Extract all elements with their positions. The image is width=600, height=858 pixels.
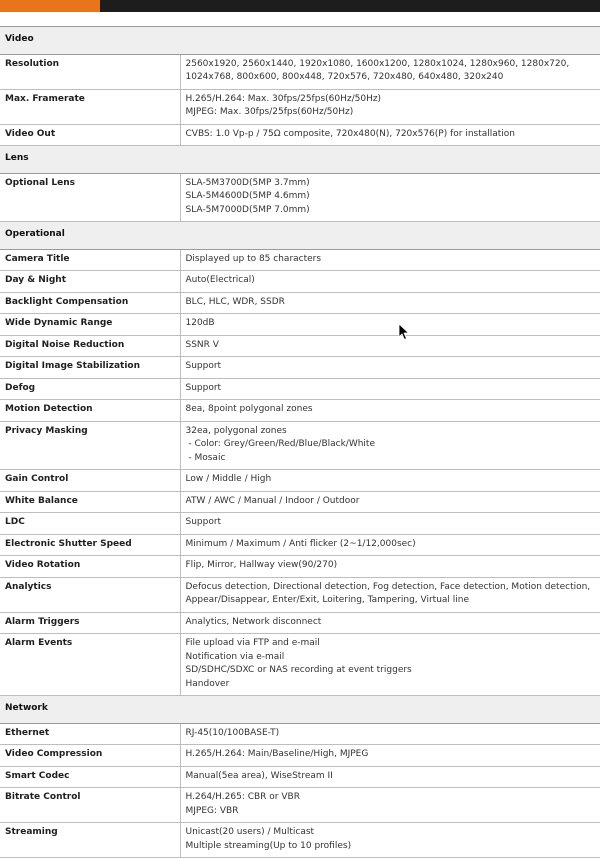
spec-value-line: 1024x768, 800x600, 800x448, 720x576, 720x480, 640x480, 320x240 <box>185 72 504 82</box>
spec-row <box>0 491 600 513</box>
spec-table <box>0 26 600 858</box>
spec-row <box>0 335 600 357</box>
spec-row <box>0 612 600 634</box>
orange-accent-bar <box>0 0 100 12</box>
spec-value <box>180 271 600 293</box>
spec-label: Camera Title <box>0 249 180 271</box>
spec-value <box>180 634 600 696</box>
spec-value-line: Support <box>185 382 222 393</box>
spec-value <box>180 378 600 400</box>
spec-value-line: File upload via FTP and e-mail <box>185 638 320 648</box>
spec-value <box>180 314 600 336</box>
spec-value <box>180 745 600 767</box>
section-title: Lens <box>0 146 600 174</box>
spec-row <box>0 577 600 612</box>
section-title: Network <box>0 696 600 724</box>
spec-value-line: Notification via e-mail <box>185 651 285 662</box>
spec-row <box>0 823 600 858</box>
spec-row <box>0 271 600 293</box>
spec-row <box>0 400 600 422</box>
spec-value-line: Flip, Mirror, Hallway view(90/270) <box>185 560 338 570</box>
spec-label: LDC <box>0 513 180 535</box>
spec-label: Ethernet <box>0 723 180 745</box>
spec-value-line: MJPEG: Max. 30fps/25fps(60Hz/50Hz) <box>185 107 354 117</box>
spec-value <box>180 124 600 146</box>
spec-label: Motion Detection <box>0 400 180 422</box>
spec-value <box>180 534 600 556</box>
spec-row <box>0 766 600 788</box>
spec-value-line: Handover <box>185 678 230 689</box>
spec-value-line: 8ea, 8point polygonal zones <box>185 404 313 414</box>
spec-label: Bitrate Control <box>0 788 180 823</box>
spec-value-line: CVBS: 1.0 Vp-p / 75Ω composite, 720x480(N), 720x576(P) for installation <box>185 128 516 139</box>
spec-value <box>180 513 600 535</box>
spec-value-line: H.265/H.264: Main/Baseline/High, MJPEG <box>185 749 369 759</box>
spec-value-line: H.265/H.264: Max. 30fps/25fps(60Hz/50Hz) <box>185 93 382 104</box>
spec-value-line: SD/SDHC/SDXC or NAS recording at event triggers <box>185 665 412 675</box>
spec-value <box>180 577 600 612</box>
spec-value <box>180 556 600 578</box>
spec-label: Defog <box>0 378 180 400</box>
spec-value-line: - Color: Grey/Green/Red/Blue/Black/White <box>185 439 375 449</box>
spec-value-line: Defocus detection, Directional detection, Fog detection, Face detection, Motion detection, <box>185 581 591 592</box>
spec-value <box>180 723 600 745</box>
spec-value-line: Low / Middle / High <box>185 474 272 484</box>
top-gap <box>0 12 600 26</box>
spec-value-line: 32ea, polygonal zones <box>185 425 287 436</box>
spec-label: Optional Lens <box>0 173 180 222</box>
spec-label: Digital Image Stabilization <box>0 357 180 379</box>
spec-label: Wide Dynamic Range <box>0 314 180 336</box>
spec-value-line: SSNR V <box>185 339 219 350</box>
spec-value-line: H.264/H.265: CBR or VBR <box>185 792 300 802</box>
spec-row <box>0 788 600 823</box>
spec-value <box>180 400 600 422</box>
spec-label: Resolution <box>0 54 180 89</box>
spec-label: Video Compression <box>0 745 180 767</box>
spec-label: Streaming <box>0 823 180 858</box>
spec-value <box>180 612 600 634</box>
section-header-row <box>0 27 600 55</box>
spec-row <box>0 292 600 314</box>
spec-row <box>0 723 600 745</box>
spec-row <box>0 745 600 767</box>
top-banner <box>0 0 600 12</box>
spec-value-line: - Mosaic <box>185 452 226 463</box>
spec-value-line: Support <box>185 361 222 371</box>
spec-row <box>0 534 600 556</box>
section-title: Operational <box>0 222 600 250</box>
spec-label: Gain Control <box>0 470 180 492</box>
spec-value-line: Auto(Electrical) <box>185 275 255 285</box>
spec-value-line: ATW / AWC / Manual / Indoor / Outdoor <box>185 495 360 506</box>
spec-label: Day & Night <box>0 271 180 293</box>
spec-value-line: Multiple streaming(Up to 10 profiles) <box>185 840 352 851</box>
spec-value-line: Appear/Disappear, Enter/Exit, Loitering, Tampering, Virtual line <box>185 595 470 605</box>
spec-value-line: Unicast(20 users) / Multicast <box>185 827 315 837</box>
spec-row <box>0 470 600 492</box>
spec-value <box>180 823 600 858</box>
spec-row <box>0 314 600 336</box>
spec-label: Video Out <box>0 124 180 146</box>
spec-row <box>0 249 600 271</box>
spec-row <box>0 89 600 124</box>
spec-row <box>0 378 600 400</box>
mouse-pointer-icon <box>398 323 410 341</box>
spec-value-line: SLA-5M4600D(5MP 4.6mm) <box>185 191 310 201</box>
spec-row <box>0 556 600 578</box>
section-header-row <box>0 146 600 174</box>
spec-value-line: Support <box>185 517 222 527</box>
spec-value-line: Manual(5ea area), WiseStream II <box>185 770 333 781</box>
spec-value-line: Minimum / Maximum / Anti flicker (2~1/12,000sec) <box>185 538 416 549</box>
spec-value-line: RJ-45(10/100BASE-T) <box>185 727 280 738</box>
spec-label: Privacy Masking <box>0 421 180 470</box>
spec-value-line: 2560x1920, 2560x1440, 1920x1080, 1600x1200, 1280x1024, 1280x960, 1280x720, <box>185 58 570 69</box>
spec-value <box>180 788 600 823</box>
section-header-row <box>0 696 600 724</box>
spec-value <box>180 173 600 222</box>
spec-value <box>180 335 600 357</box>
spec-value <box>180 766 600 788</box>
spec-row <box>0 634 600 696</box>
spec-value-line: Displayed up to 85 characters <box>185 253 322 264</box>
spec-value <box>180 421 600 470</box>
spec-label: Max. Framerate <box>0 89 180 124</box>
spec-value <box>180 249 600 271</box>
spec-value <box>180 470 600 492</box>
spec-row <box>0 357 600 379</box>
spec-label: Electronic Shutter Speed <box>0 534 180 556</box>
spec-label: Digital Noise Reduction <box>0 335 180 357</box>
spec-value <box>180 54 600 89</box>
spec-label: Smart Codec <box>0 766 180 788</box>
spec-label: Video Rotation <box>0 556 180 578</box>
section-header-row <box>0 222 600 250</box>
spec-value-line: SLA-5M3700D(5MP 3.7mm) <box>185 177 310 188</box>
spec-value <box>180 292 600 314</box>
spec-row <box>0 54 600 89</box>
spec-label: Analytics <box>0 577 180 612</box>
spec-label: White Balance <box>0 491 180 513</box>
spec-value-line: Analytics, Network disconnect <box>185 616 322 627</box>
spec-value <box>180 357 600 379</box>
spec-value <box>180 89 600 124</box>
spec-row <box>0 421 600 470</box>
spec-value-line: MJPEG: VBR <box>185 805 239 816</box>
spec-label: Alarm Triggers <box>0 612 180 634</box>
spec-label: Backlight Compensation <box>0 292 180 314</box>
spec-table-body <box>0 27 600 858</box>
spec-value-line: SLA-5M7000D(5MP 7.0mm) <box>185 204 310 215</box>
spec-row <box>0 173 600 222</box>
spec-row <box>0 513 600 535</box>
spec-value-line: 120dB <box>185 318 215 328</box>
spec-value <box>180 491 600 513</box>
spec-row <box>0 124 600 146</box>
spec-label: Alarm Events <box>0 634 180 696</box>
section-title: Video <box>0 27 600 55</box>
spec-value-line: BLC, HLC, WDR, SSDR <box>185 296 285 307</box>
